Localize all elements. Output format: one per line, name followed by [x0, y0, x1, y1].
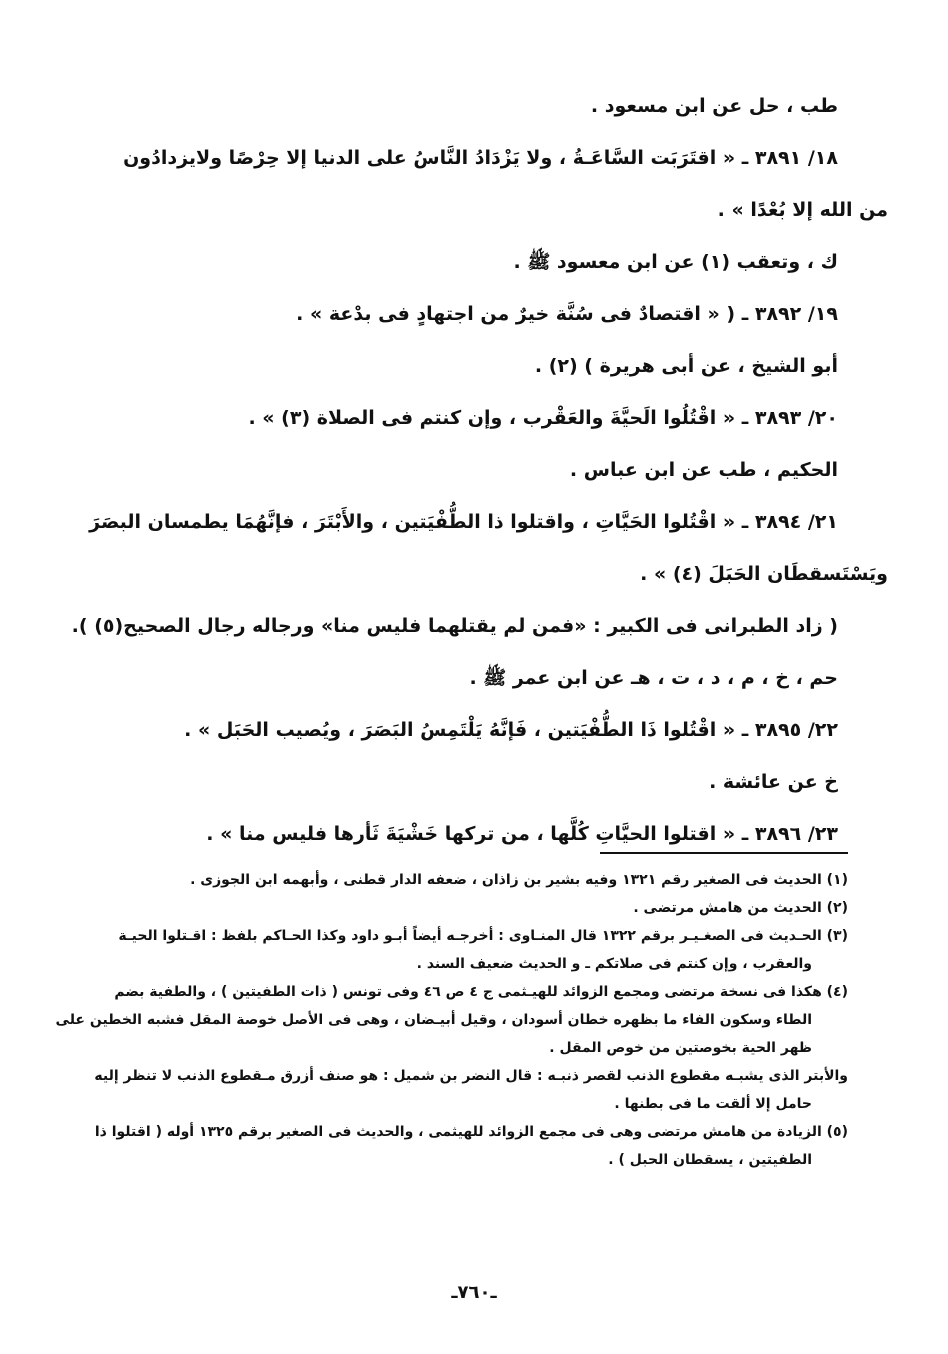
source-line: ك ، وتعقب (١) عن ابن معسود ﷺ .: [513, 251, 838, 273]
footnote-continuation: والأبتر الذى يشبـه مقطوع الذنب لقصر ذنبـه : قال النضر بن شميل : هو صنف أزرق مـقطوع الذنب لا تنظر إليه: [94, 1068, 848, 1084]
hadith-continuation: من الله إلا بُعْدًا » .: [717, 199, 888, 221]
hadith-line: ٢٣/ ٣٨٩٦ ـ « اقتلوا الحيَّاتِ كُلَّها ، من تركها خَشْيَةَ ثَأرها فليس منا » .: [206, 823, 838, 845]
source-line: حم ، خ ، م ، د ، ت ، هـ عن ابن عمر ﷺ .: [469, 667, 838, 689]
page-number: ـ٧٦٠ـ: [451, 1282, 497, 1303]
footnote-continuation: حامل إلا ألقت ما فى بطنها .: [614, 1096, 812, 1112]
source-line: أبو الشيخ ، عن أبى هريرة ) (٢) .: [534, 355, 838, 377]
footnote: (٥) الزيادة من هامش مرتضى وهى فى مجمع الزوائد للهيثمى ، والحديث فى الصغير برقم ١٣٢٥ أوله ( اقتلوا ذا: [94, 1124, 848, 1140]
text-line: طب ، حل عن ابن مسعود .: [590, 95, 838, 117]
footnote: (٣) الحـديث فى الصغـيـر برقم ١٣٢٢ قال المنـاوى : أخرجـه أيضاً أبـو داود وكذا الحـاكم بلفظ : اقـتلوا الحيـة: [118, 928, 848, 944]
footnote-continuation: والعقرب ، وإن كنتم فى صلاتكم ـ و الحديث ضعيف السند .: [416, 956, 812, 972]
hadith-line: ٢١/ ٣٨٩٤ ـ « اقْتُلوا الحَيَّاتِ ، واقتلوا ذا الطُّفْيَتين ، والأَبْتَرَ ، فإنَّهُمَا يطمسان البصَرَ: [89, 511, 838, 533]
source-line: الحكيم ، طب عن ابن عباس .: [569, 459, 838, 481]
hadith-line: ٢٢/ ٣٨٩٥ ـ « اقْتُلوا ذَا الطُّفْيَتين ، فَإنَّهُ يَلْتَمِسُ البَصَرَ ، ويُصيب الحَبَل » .: [184, 719, 838, 741]
footnote: (١) الحديث فى الصغير رقم ١٣٢١ وفيه بشير بن زاذان ، ضعفه الدار قطنى ، وأبهمه ابن الجوزى .: [190, 872, 848, 888]
footnote: (٢) الحديث من هامش مرتضى .: [633, 900, 848, 916]
footnotes: [55, 866, 848, 1174]
hadith-line: ١٩/ ٣٨٩٢ ـ ( « اقتصادٌ فى سُنَّة خيرٌ من اجتهادٍ فى بدْعة » .: [296, 303, 838, 325]
hadith-line: ٢٠/ ٣٨٩٣ ـ « اقْتُلُوا الَحيَّةَ والعَقْرب ، وإن كنتم فى الصلاة (٣) » .: [248, 407, 838, 429]
hadith-continuation: ويَسْتَسقطَان الحَبَلَ (٤) » .: [640, 563, 888, 585]
addition-line: ( زاد الطبرانى فى الكبير : «فمن لم يقتلهما فليس منا» ورجاله رجال الصحيح(٥) ).: [71, 615, 838, 637]
footnote-continuation: ظهر الحية بخوصتين من خوص المقل .: [549, 1040, 812, 1056]
footnote-continuation: الطفيتين ، يسقطان الحبل ) .: [608, 1152, 812, 1168]
footnote-continuation: الطاء وسكون الفاء ما بظهره خطان أسودان ، وقيل أبيـضان ، وهى فى الأصل خوصة المقل فشبه الخطين على: [55, 1012, 812, 1028]
hadith-line: ١٨/ ٣٨٩١ ـ « اقتَرَبَت السَّاعَـةُ ، ولا يَزْدَادُ النَّاسُ على الدنيا إلا حِرْصًا ولايزدادُون: [123, 147, 838, 169]
footnote: (٤) هكذا فى نسخة مرتضى ومجمع الزوائد للهيـثمى ج ٤ ص ٤٦ وفى تونس ( ذات الطفيتين ) ، والطفية بضم: [114, 984, 848, 1000]
main-text: [71, 80, 888, 860]
source-line: خ عن عائشة .: [709, 771, 838, 793]
footnote-divider: [600, 852, 848, 854]
